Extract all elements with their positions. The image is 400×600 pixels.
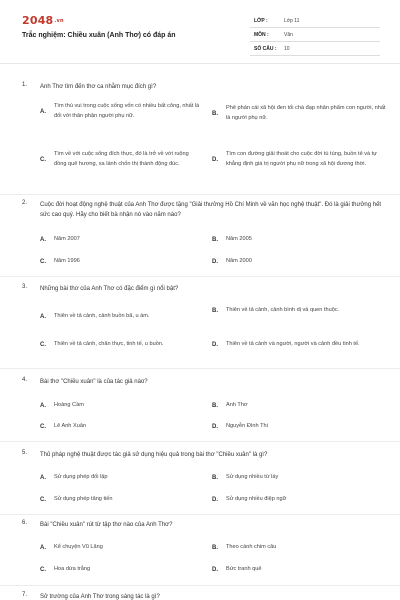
meta-row-subject xyxy=(250,28,380,42)
meta-row-class xyxy=(250,14,380,28)
option-text: Lê Anh Xuân xyxy=(54,423,87,429)
option-text: Thiên về tả cảnh, cảnh buồn bã, u ám. xyxy=(54,313,150,319)
option-text: Kể chuyện Vũ Lăng xyxy=(54,544,103,550)
site-logo[interactable] xyxy=(22,14,64,27)
option-letter: A. xyxy=(40,313,46,320)
option-text: Sử dụng phép tăng tiến xyxy=(54,496,113,502)
option-a[interactable] xyxy=(40,401,200,411)
option-letter: C. xyxy=(40,156,46,163)
option-text: Hoàng Cầm xyxy=(54,402,84,408)
question-number: 1. xyxy=(22,82,28,88)
option-letter: D. xyxy=(212,258,218,265)
option-text: Năm 2005 xyxy=(226,236,252,242)
option-text: Sử dụng nhiều điệp ngữ xyxy=(226,496,287,502)
meta-label: SỐ CÂU : xyxy=(254,45,277,52)
question-number: 3. xyxy=(22,284,28,290)
option-d[interactable] xyxy=(212,257,372,267)
question-number: 6. xyxy=(22,520,28,526)
option-text: Nguyễn Đình Thi xyxy=(226,423,268,429)
question-text: Những bài thơ của Anh Thơ có đặc điểm gì nổi bật? xyxy=(40,286,179,292)
option-text: Bức tranh quê xyxy=(226,566,262,572)
question-text: Bài thơ "Chiều xuân" là của tác giả nào? xyxy=(40,379,148,385)
option-text: Hoa dứa trắng xyxy=(54,566,91,572)
option-letter: D. xyxy=(212,156,218,163)
option-text: Tìm về với cuộc sống đích thực, đó là trở về với ruộng đồng quê hương, xa lánh chốn thị thành động đúc. xyxy=(54,151,189,167)
option-text: Theo cánh chim câu xyxy=(226,544,277,550)
meta-value: 10 xyxy=(284,45,290,52)
logo-suffix: .vn xyxy=(54,18,64,24)
option-c[interactable] xyxy=(40,495,200,505)
option-d[interactable] xyxy=(212,495,372,505)
option-text: Tìm thú vui trong cuộc sống vốn có nhiều bất công, nhất là đối với thân phận người phụ nữ. xyxy=(54,103,200,119)
divider xyxy=(0,585,400,586)
document-title: Trắc nghiệm: Chiều xuân (Anh Thơ) có đáp án xyxy=(22,32,176,39)
option-text: Phê phán cái xã hội đen tối chà đạp nhân phẩm con người, nhất là người phụ nữ. xyxy=(226,105,386,121)
question-text: Sở trường của Anh Thơ trong sáng tác là gì? xyxy=(40,594,160,600)
option-a[interactable] xyxy=(40,312,200,322)
option-a[interactable] xyxy=(40,235,200,245)
option-letter: D. xyxy=(212,496,218,503)
divider xyxy=(0,63,400,64)
option-text: Thiên về tả cảnh, chân thực, tinh tế, u buồn. xyxy=(54,341,164,347)
option-letter: D. xyxy=(212,341,218,348)
option-d[interactable] xyxy=(212,422,372,432)
meta-label: MÔN : xyxy=(254,31,269,38)
option-b[interactable] xyxy=(212,306,387,316)
divider xyxy=(0,441,400,442)
question-text: Thủ pháp nghệ thuật được tác giả sử dụng hiệu quả trong bài thơ "Chiều xuân" là gì? xyxy=(40,452,268,458)
option-d[interactable] xyxy=(212,150,387,169)
option-b[interactable] xyxy=(212,473,372,483)
option-b[interactable] xyxy=(212,401,372,411)
logo-main: 2048 xyxy=(22,14,54,27)
option-b[interactable] xyxy=(212,104,387,123)
option-letter: B. xyxy=(212,474,218,481)
question-text: Cuộc đời hoạt động nghệ thuật của Anh Thơ được tặng "Giải thưởng Hồ Chí Minh về văn học nghệ thuật". Đó là giải thưởng hết sức cao quý. Hãy cho biết bà nhận nó vào năm nào? xyxy=(40,202,382,218)
option-c[interactable] xyxy=(40,257,200,267)
option-text: Anh Thơ xyxy=(226,402,248,408)
option-letter: B. xyxy=(212,307,218,314)
option-text: Sử dụng phép đối lập xyxy=(54,474,108,480)
option-c[interactable] xyxy=(40,422,200,432)
option-d[interactable] xyxy=(212,340,387,350)
option-letter: B. xyxy=(212,402,218,409)
option-letter: A. xyxy=(40,474,46,481)
question-number: 4. xyxy=(22,377,28,383)
meta-table xyxy=(250,14,380,56)
divider xyxy=(0,276,400,277)
option-letter: D. xyxy=(212,566,218,573)
option-letter: D. xyxy=(212,423,218,430)
divider xyxy=(0,514,400,515)
question-text: Anh Thơ tìm đến thơ ca nhằm mục đích gì? xyxy=(40,84,157,90)
option-letter: A. xyxy=(40,402,46,409)
option-letter: C. xyxy=(40,423,46,430)
option-letter: C. xyxy=(40,566,46,573)
divider xyxy=(0,368,400,369)
option-letter: B. xyxy=(212,236,218,243)
option-letter: B. xyxy=(212,544,218,551)
option-letter: A. xyxy=(40,236,46,243)
question-number: 2. xyxy=(22,200,28,206)
option-letter: A. xyxy=(40,544,46,551)
option-text: Năm 2000 xyxy=(226,258,252,264)
option-letter: C. xyxy=(40,258,46,265)
option-a[interactable] xyxy=(40,543,200,553)
meta-row-count xyxy=(250,42,380,56)
option-letter: A. xyxy=(40,108,46,115)
option-letter: B. xyxy=(212,110,218,117)
option-text: Năm 1996 xyxy=(54,258,80,264)
page-header xyxy=(0,0,400,64)
option-c[interactable] xyxy=(40,150,200,169)
option-b[interactable] xyxy=(212,543,372,553)
option-text: Tìm con đường giải thoát cho cuộc đời tù túng, buồn tẻ và tự khẳng định giá trị người phụ nữ trong xã hội đương thời. xyxy=(226,151,378,167)
meta-value: Văn xyxy=(284,31,293,38)
divider xyxy=(0,194,400,195)
option-c[interactable] xyxy=(40,565,200,575)
option-b[interactable] xyxy=(212,235,372,245)
option-text: Năm 2007 xyxy=(54,236,80,242)
question-number: 5. xyxy=(22,450,28,456)
option-c[interactable] xyxy=(40,340,200,350)
option-d[interactable] xyxy=(212,565,372,575)
question-text: Bài "Chiều xuân" rút từ tập thơ nào của Anh Thơ? xyxy=(40,522,173,528)
option-a[interactable] xyxy=(40,102,200,121)
question-number: 7. xyxy=(22,592,28,598)
meta-value: Lớp 11 xyxy=(284,17,300,24)
option-letter: C. xyxy=(40,496,46,503)
meta-label: LỚP : xyxy=(254,17,268,24)
option-text: Thiên về tả cảnh, cảnh bình dị và quen thuộc. xyxy=(226,307,340,313)
option-letter: C. xyxy=(40,341,46,348)
option-a[interactable] xyxy=(40,473,200,483)
option-text: Thiên về tả cảnh và người, người và cảnh đều tinh tế. xyxy=(226,341,360,347)
option-text: Sử dụng nhiều từ láy xyxy=(226,474,279,480)
